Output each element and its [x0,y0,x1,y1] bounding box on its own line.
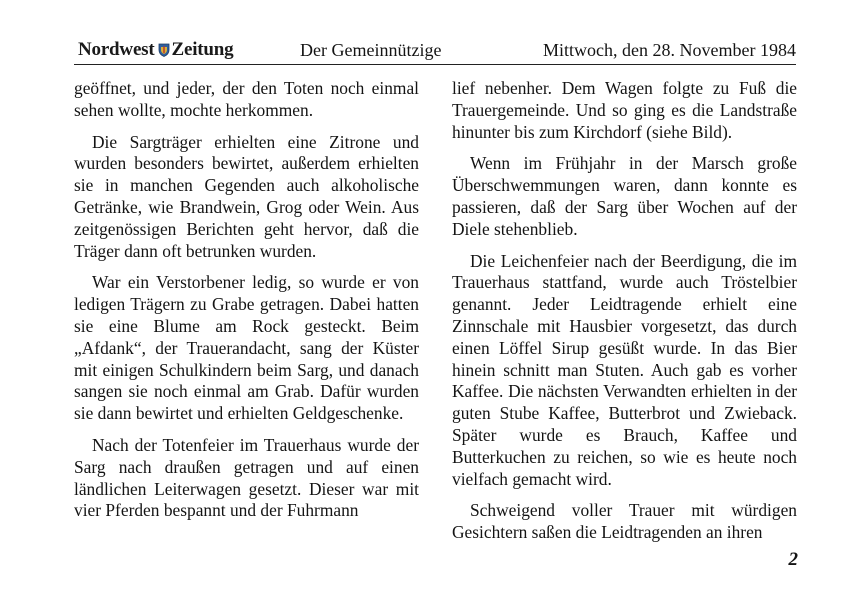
paragraph: War ein Verstorbener ledig, so wurde er von ledigen Trägern zu Grabe getragen. Dabei hatten sie eine Blume am Rock gesteckt. Beim „Afdank“, der Trauerandacht, sang der Küster mit einigen Schulkindern beim Sarg, und danach sangen sie noch einmal am Grab. Dafür wurden sie dann bewirtet und erhielten Geldgeschenke. [74,272,419,424]
left-column [74,78,419,532]
masthead-left: Nordwest [78,39,155,60]
newspaper-masthead [78,39,233,61]
paragraph: Wenn im Frühjahr in der Marsch große Überschwemmungen waren, dann konnte es passieren, daß der Sarg über Wochen auf der Diele stehenblieb. [452,153,797,239]
supplement-title: Der Gemeinnützige [300,40,442,60]
paragraph: Schweigend voller Trauer mit würdigen Gesichtern saßen die Leidtragenden an ihren [452,500,797,543]
paragraph: Die Leichenfeier nach der Beerdigung, die im Trauerhaus stattfand, wurde auch Tröstelbier genannt. Jeder Leidtragende erhielt eine Zinnschale mit Hausbier vorgesetzt, das durch einen Löffel Sirup gesüßt wurde. In das Bier hinein schnitt man Stuten. Auch gab es vorher Kaffee. Die nächsten Verwandten erhielten in der guten Stube Kaffee, Butterbrot und Zwieback. Später wurde es Brauch, Kaffee und Butterkuchen zu reichen, so wie es heute noch vielfach gemacht wird. [452,250,797,489]
paragraph: Nach der Totenfeier im Trauerhaus wurde der Sarg nach draußen getragen und auf einen ländlichen Leiterwagen gesetzt. Dieser war mit vier Pferden bespannt und der Fuhrmann [74,434,419,521]
dateline: Mittwoch, den 28. November 1984 [543,40,796,60]
paragraph: lief nebenher. Dem Wagen folgte zu Fuß die Trauergemeinde. Und so ging es die Landstraße hinunter bis zum Kirchdorf (siehe Bild). [452,78,797,142]
page-number: 2 [788,549,798,570]
right-column [452,78,797,554]
masthead-right: Zeitung [171,39,234,60]
coat-of-arms-icon [158,43,170,57]
paragraph: Die Sargträger erhielten eine Zitrone und wurden besonders bewirtet, außerdem erhielten sie in manchen Gegenden auch alkoholische Getränke, wie Brandwein, Grog oder Wein. Aus zeitgenössigen Berichten geht hervor, daß die Träger dann oft betrunken wurden. [74,131,419,261]
page-header [74,38,796,65]
paragraph: geöffnet, und jeder, der den Toten noch einmal sehen wollte, mochte herkommen. [74,78,419,120]
